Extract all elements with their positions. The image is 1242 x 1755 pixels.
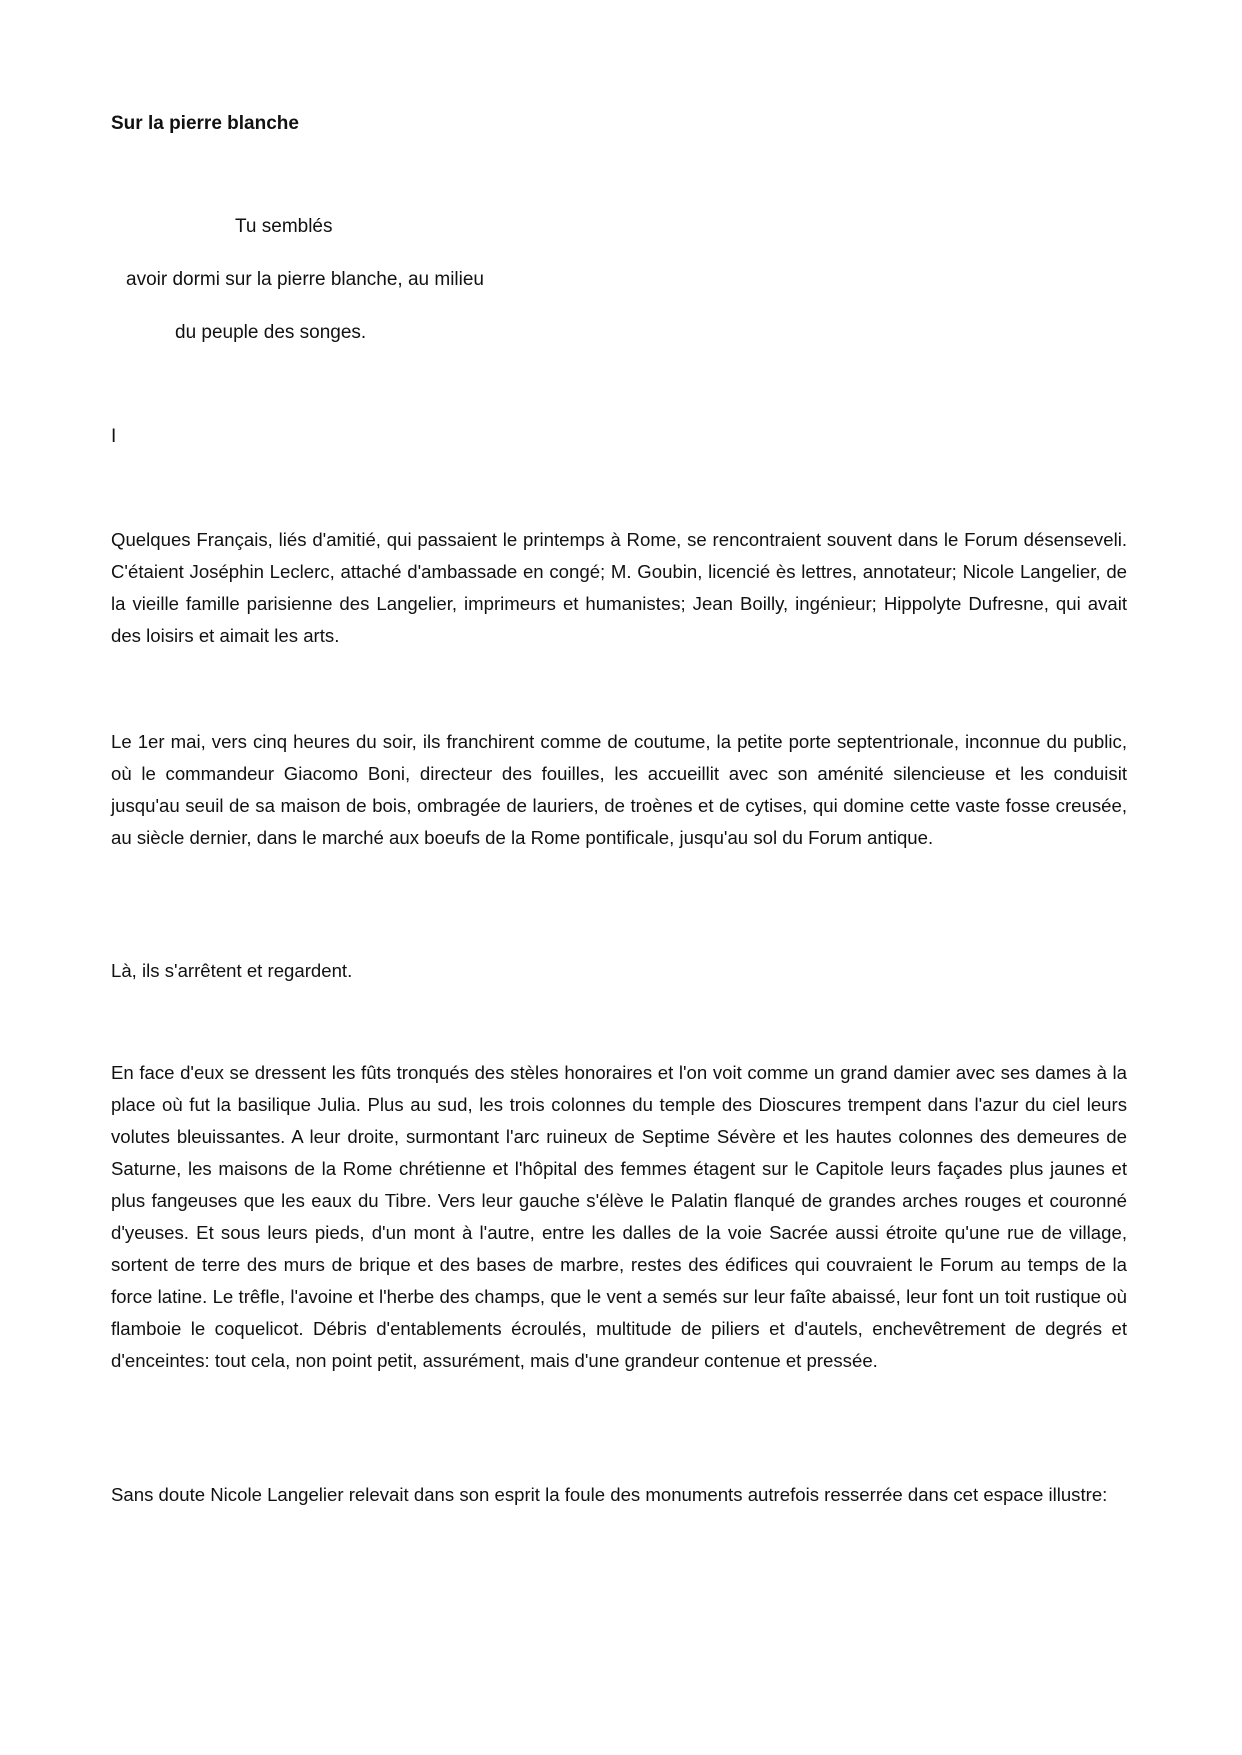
- paragraph-4: En face d'eux se dressent les fûts tronqués des stèles honoraires et l'on voit comme un grand damier avec ses dames à la place où fut la basilique Julia. Plus au sud, les trois colonnes du temple des Dioscures trempent dans l'azur du ciel leurs volutes bleuissantes. A leur droite, surmontant l'arc ruineux de Septime Sévère et les hautes colonnes des demeures de Saturne, les maisons de la Rome chrétienne et l'hôpital des femmes étagent sur le Capitole leurs façades plus jaunes et plus fangeuses que les eaux du Tibre. Vers leur gauche s'élève le Palatin flanqué de grandes arches rouges et couronné d'yeuses. Et sous leurs pieds, d'un mont à l'autre, entre les dalles de la voie Sacrée aussi étroite qu'une rue de village, sortent de terre des murs de brique et des bases de marbre, restes des édifices qui couvraient le Forum au temps de la force latine. Le trêfle, l'avoine et l'herbe des champs, que le vent a semés sur leur faîte abaissé, leur font un toit rustique où flamboie le coquelicot. Débris d'entablements écroulés, multitude de piliers et d'autels, enchevêtrement de degrés et d'enceintes: tout cela, non point petit, assurément, mais d'une grandeur contenue et pressée.: [111, 1062, 1127, 1371]
- paragraph-5: Sans doute Nicole Langelier relevait dans son esprit la foule des monuments autrefois resserrée dans cet espace illustre:: [111, 1484, 1108, 1505]
- epigraph-line-1: Tu semblés: [235, 216, 333, 237]
- paragraph-2: Le 1er mai, vers cinq heures du soir, ils franchirent comme de coutume, la petite porte septentrionale, inconnue du public, où le commandeur Giacomo Boni, directeur des fouilles, les accueillit avec son aménité silencieuse et les conduisit jusqu'au seuil de sa maison de bois, ombragée de lauriers, de troènes et de cytises, qui domine cette vaste fosse creusée, au siècle dernier, dans le marché aux boeufs de la Rome pontificale, jusqu'au sol du Forum antique.: [111, 731, 1127, 848]
- document-title: Sur la pierre blanche: [111, 113, 299, 134]
- paragraph-1: Quelques Français, liés d'amitié, qui passaient le printemps à Rome, se rencontraient souvent dans le Forum désenseveli. C'étaient Joséphin Leclerc, attaché d'ambassade en congé; M. Goubin, licencié ès lettres, annotateur; Nicole Langelier, de la vieille famille parisienne des Langelier, imprimeurs et humanistes; Jean Boilly, ingénieur; Hippolyte Dufresne, qui avait des loisirs et aimait les arts.: [111, 529, 1127, 646]
- epigraph-line-2: avoir dormi sur la pierre blanche, au milieu: [126, 269, 484, 290]
- paragraph-3: Là, ils s'arrêtent et regardent.: [111, 960, 353, 981]
- epigraph-line-3: du peuple des songes.: [175, 322, 367, 343]
- section-number: I: [111, 426, 117, 447]
